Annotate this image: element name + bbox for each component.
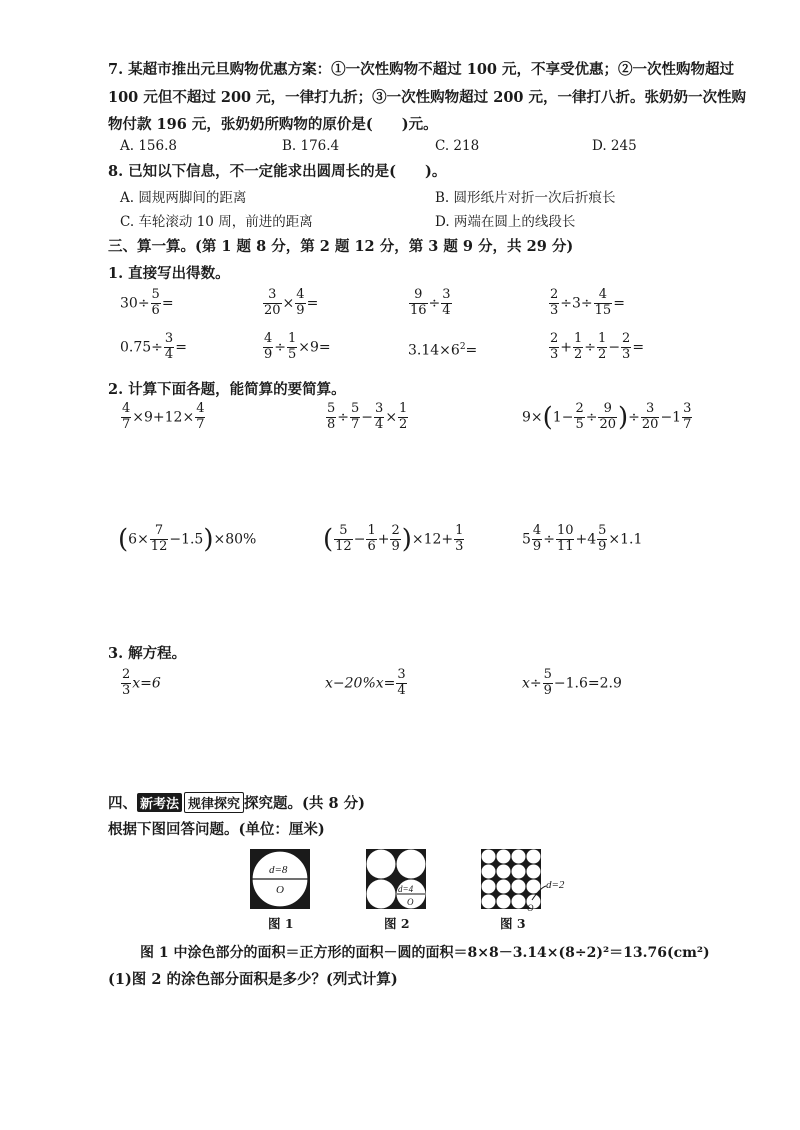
- fig2-circle-3: [367, 880, 396, 909]
- fig3-circle: [527, 850, 541, 864]
- q7-option-c[interactable]: C. 218: [435, 138, 480, 154]
- fig3-circle: [512, 850, 526, 864]
- fig3-circle: [482, 880, 496, 894]
- fig3-circle: [482, 865, 496, 879]
- q7-line2: 100 元但不超过 200 元，一律打九折；③一次性购物超过 200 元，一律打八折。张奶奶一次性购: [108, 89, 747, 106]
- calc-2-4: (6× $\frac{7}{12}$ −1.5)×80%: [118, 523, 257, 555]
- q8-option-c[interactable]: C. 车轮滚动 10 周，前进的距离: [120, 214, 313, 230]
- calc-1-3: $\frac{9}{16}$ ÷ $\frac{3}{4}$: [410, 287, 451, 318]
- calc-1-5: 0.75÷ $\frac{3}{4}$ =: [120, 331, 187, 362]
- figure-2: [365, 848, 427, 910]
- section4-intro: 根据下图回答问题。(单位：厘米): [108, 821, 325, 838]
- fig3-o-label: O: [527, 903, 534, 912]
- calc-1-2: $\frac{3}{20}$ × $\frac{4}{9}$ =: [264, 287, 319, 318]
- section4-formula: 图 1 中涂色部分的面积＝正方形的面积－圆的面积＝8×8－3.14×(8÷2)²＝13.76(cm²): [140, 945, 710, 961]
- section3-sub1: 1. 直接写出得数。: [108, 265, 230, 282]
- calc-2-2: $\frac{5}{8}$ ÷ $\frac{5}{7}$ − $\frac{3}{4}$ × $\frac{1}{2}$: [327, 401, 408, 432]
- q7-option-a[interactable]: A. 156.8: [120, 138, 177, 154]
- q8-option-a[interactable]: A. 圆规两脚间的距离: [120, 190, 247, 206]
- section4-title: 四、 新考法 规律探究 探究题。(共 8 分): [108, 792, 365, 813]
- fig1-o-label: O: [276, 884, 284, 896]
- fig1-d-label: d=8: [269, 864, 288, 876]
- fig2-d-label: d=4: [398, 884, 414, 894]
- q8-option-d[interactable]: D. 两端在圆上的线段长: [435, 214, 576, 230]
- fig3-circle: [482, 850, 496, 864]
- q7-line1: 7. 某超市推出元旦购物优惠方案：①一次性购物不超过 100 元，不享受优惠；②一次性购物超过: [108, 61, 735, 78]
- fig2-caption: 图 2: [384, 916, 410, 931]
- fig3-circle: [512, 880, 526, 894]
- calc-2-5: ( $\frac{5}{12}$ − $\frac{1}{6}$ + $\frac{2}{9}$ )×12+ $\frac{1}{3}$: [323, 523, 464, 555]
- badge-pattern-explore: 规律探究: [184, 792, 244, 813]
- section3-sub3: 3. 解方程。: [108, 645, 187, 662]
- calc-2-6: 5 $\frac{4}{9}$ ÷ $\frac{10}{11}$ +4 $\frac{5}{9}$ ×1.1: [522, 523, 643, 554]
- figure-1: [249, 848, 311, 910]
- section3-sub2: 2. 计算下面各题，能简算的要简算。: [108, 381, 346, 398]
- fig2-circle-2: [397, 850, 426, 879]
- section4-question1: (1)图 2 的涂色部分面积是多少？(列式计算): [108, 971, 398, 988]
- equation-1: $\frac{2}{3}$ x=6: [122, 667, 161, 698]
- fig3-circle: [512, 895, 526, 909]
- equation-2: x−20%x= $\frac{3}{4}$: [325, 667, 406, 698]
- fig2-circle-1: [367, 850, 396, 879]
- fig3-circle: [497, 850, 511, 864]
- q7-option-b[interactable]: B. 176.4: [282, 138, 340, 154]
- fig3-d-label: d=2: [546, 879, 565, 891]
- q7-option-d[interactable]: D. 245: [592, 138, 637, 154]
- q8-stem: 8. 已知以下信息，不一定能求出圆周长的是( )。: [108, 163, 447, 180]
- calc-2-1: $\frac{4}{7}$ ×9+12× $\frac{4}{7}$: [122, 401, 205, 432]
- q7-line3: 物付款 196 元，张奶奶所购物的原价是( )元。: [108, 116, 438, 133]
- figure-3: [480, 848, 580, 912]
- fig3-circle: [497, 865, 511, 879]
- calc-2-3: 9×(1− $\frac{2}{5}$ ÷ $\frac{9}{20}$ )÷ $\frac{3}{20}$ −1 $\frac{3}{7}$: [522, 401, 692, 433]
- calc-1-6: $\frac{4}{9}$ ÷ $\frac{1}{5}$ ×9=: [264, 331, 331, 362]
- badge-new-method: 新考法: [137, 793, 182, 812]
- fig3-circle: [497, 880, 511, 894]
- q8-option-b[interactable]: B. 圆形纸片对折一次后折痕长: [435, 190, 616, 206]
- fig3-circle: [512, 865, 526, 879]
- section3-title: 三、算一算。(第 1 题 8 分，第 2 题 12 分，第 3 题 9 分，共 29 分): [108, 238, 574, 255]
- fig3-circle: [497, 895, 511, 909]
- fig3-circle: [527, 865, 541, 879]
- fig3-circle: [482, 895, 496, 909]
- fig2-o-label: O: [407, 897, 414, 907]
- fig3-caption: 图 3: [500, 916, 526, 931]
- calc-1-7: $3.14\times 6^2=$: [408, 342, 478, 359]
- calc-1-8: $\frac{2}{3}$ + $\frac{1}{2}$ ÷ $\frac{1}{2}$ − $\frac{2}{3}$ =: [550, 331, 645, 362]
- fig1-caption: 图 1: [268, 916, 294, 931]
- calc-1-1: 30÷ $\frac{5}{6}$ =: [120, 287, 174, 318]
- calc-1-4: $\frac{2}{3}$ ÷3÷ $\frac{4}{15}$ =: [550, 287, 625, 318]
- equation-3: x÷ $\frac{5}{9}$ −1.6=2.9: [522, 667, 622, 698]
